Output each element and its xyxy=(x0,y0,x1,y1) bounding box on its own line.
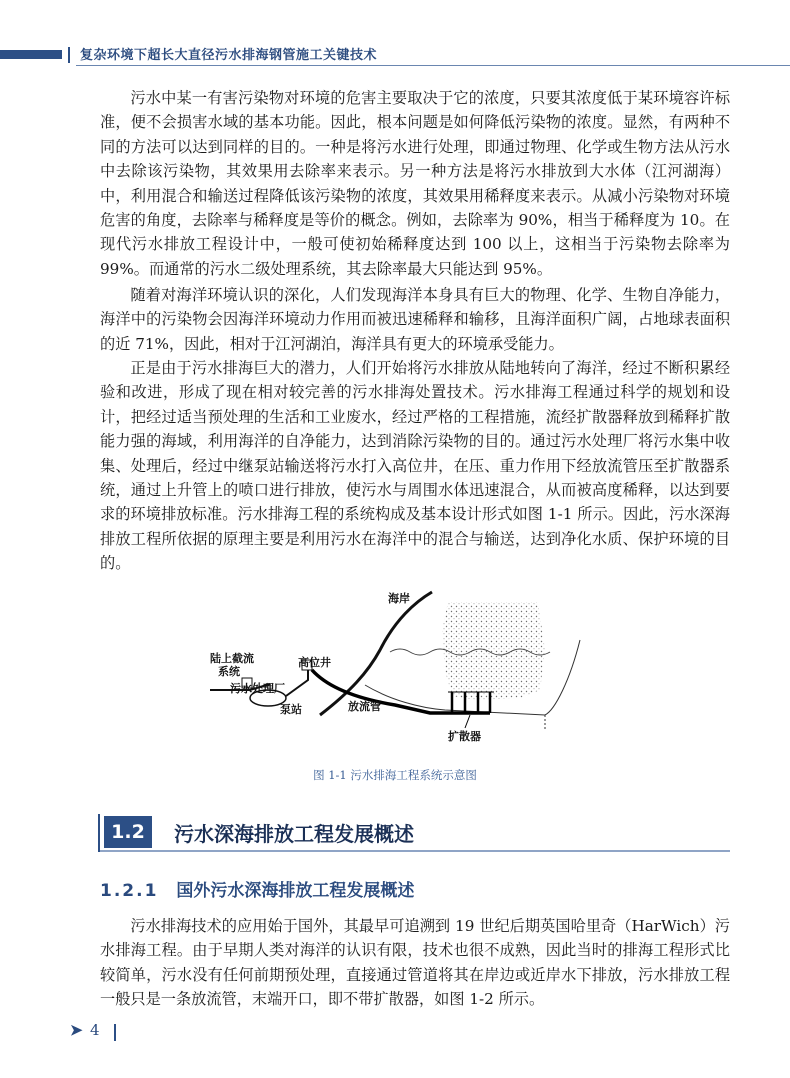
dilution-plume xyxy=(442,602,545,700)
running-header xyxy=(0,44,790,74)
label-outfall-pipe: 放流管 xyxy=(348,700,381,713)
section-title: 污水深海排放工程发展概述 xyxy=(174,822,414,846)
book-title: 复杂环境下超长大直径污水排海钢管施工关键技术 xyxy=(80,48,378,63)
header-divider xyxy=(68,47,70,63)
label-land-collect-1: 陆上截流 xyxy=(210,652,254,665)
label-pump-station: 泵站 xyxy=(280,703,302,716)
label-land-collect-2: 系统 xyxy=(218,665,240,678)
label-treatment-plant: 污水处理厂 xyxy=(230,682,285,695)
subsection-heading xyxy=(100,876,414,901)
body-paragraph-3: 正是由于污水排海巨大的潜力，人们开始将污水排放从陆地转向了海洋，经过不断积累经验和改进，形成了现在相对较完善的污水排海处置技术。污水排海工程通过科学的规划和设计，把经过适当预处理的生活和工业废水，经过严格的工程措施，流经扩散器释放到稀释扩散能力强的海域，利用海洋的自净能力，达到消除污染物的目的。通过污水处理厂将污水集中收集、处理后，经过中继泵站输送将污水打入高位井，在压、重力作用下经放流管压至扩散器系统，通过上升管上的喷口进行排放，使污水与周围水体迅速混合，从而被高度稀释，以达到要求的环境排放标准。污水排海工程的系统构成及基本设计形式如图 1-1 所示。因此，污水深海排放工程所依据的原理主要是利用污水在海洋中的混合与输送，达到净化水质、保护环境的目的。 xyxy=(100,359,730,573)
figure-1-1 xyxy=(190,580,610,770)
label-high-well: 高位井 xyxy=(298,656,331,669)
footer-arrow-icon: ➤ xyxy=(70,1021,83,1039)
label-diffuser: 扩散器 xyxy=(448,730,481,743)
figure-caption: 图 1-1 污水排海工程系统示意图 xyxy=(313,768,477,782)
section-rule xyxy=(100,850,730,852)
outfall-system-diagram xyxy=(190,580,610,770)
body-paragraph-1: 污水中某一有害污染物对环境的危害主要取决于它的浓度，只要其浓度低于某环境容许标准，便不会损害水域的基本功能。因此，根本问题是如何降低污染物的浓度。显然，有两种不同的方法可以达到同样的目的。一种是将污水进行处理，即通过物理、化学或生物方法从污水中去除该污染物，其效果用去除率来表示。另一种方法是将污水排放到大水体（江河湖海）中，利用混合和输送过程降低该污染物的浓度，其效果用稀释度来表示。从减小污染物对环境危害的角度，去除率与稀释度是等价的概念。例如，去除率为 90%，相当于稀释度为 10。在现代污水排放工程设计中，一般可使初始稀释度达到 100 以上，这相当于污染物去除率为 99%。而通常的污水二级处理系统，其去除率最大只能达到 95%。 xyxy=(100,89,730,278)
label-coast: 海岸 xyxy=(388,592,410,605)
coastline xyxy=(320,592,432,715)
header-accent-bar xyxy=(0,50,62,59)
body-paragraph-2: 随着对海洋环境认识的深化，人们发现海洋本身具有巨大的物理、化学、生物自净能力，海洋中的污染物会因海洋环境动力作用而被迅速稀释和输移，且海洋面积广阔，占地球表面积的近 71%，因此，相对于江河湖泊，海洋具有更大的环境承受能力。 xyxy=(100,286,730,353)
page-number: 4 xyxy=(90,1021,100,1039)
subsection-title: 国外污水深海排放工程发展概述 xyxy=(176,881,415,901)
section-number: 1.2 xyxy=(104,816,152,848)
body-paragraph-4: 污水排海技术的应用始于国外，其最早可追溯到 19 世纪后期英国哈里奇（HarWich）污水排海工程。由于早期人类对海洋的认识有限，技术也很不成熟，因此当时的排海工程形式比较简单，污水没有任何前期预处理，直接通过管道将其在岸边或近岸水下排放，污水排放工程一般只是一条放流管，末端开口，即不带扩散器，如图 1-2 所示。 xyxy=(100,917,730,1009)
diffuser-pointer xyxy=(465,715,470,728)
header-rule xyxy=(76,65,790,66)
subsection-number: 1.2.1 xyxy=(100,881,159,901)
footer-divider xyxy=(114,1024,116,1041)
